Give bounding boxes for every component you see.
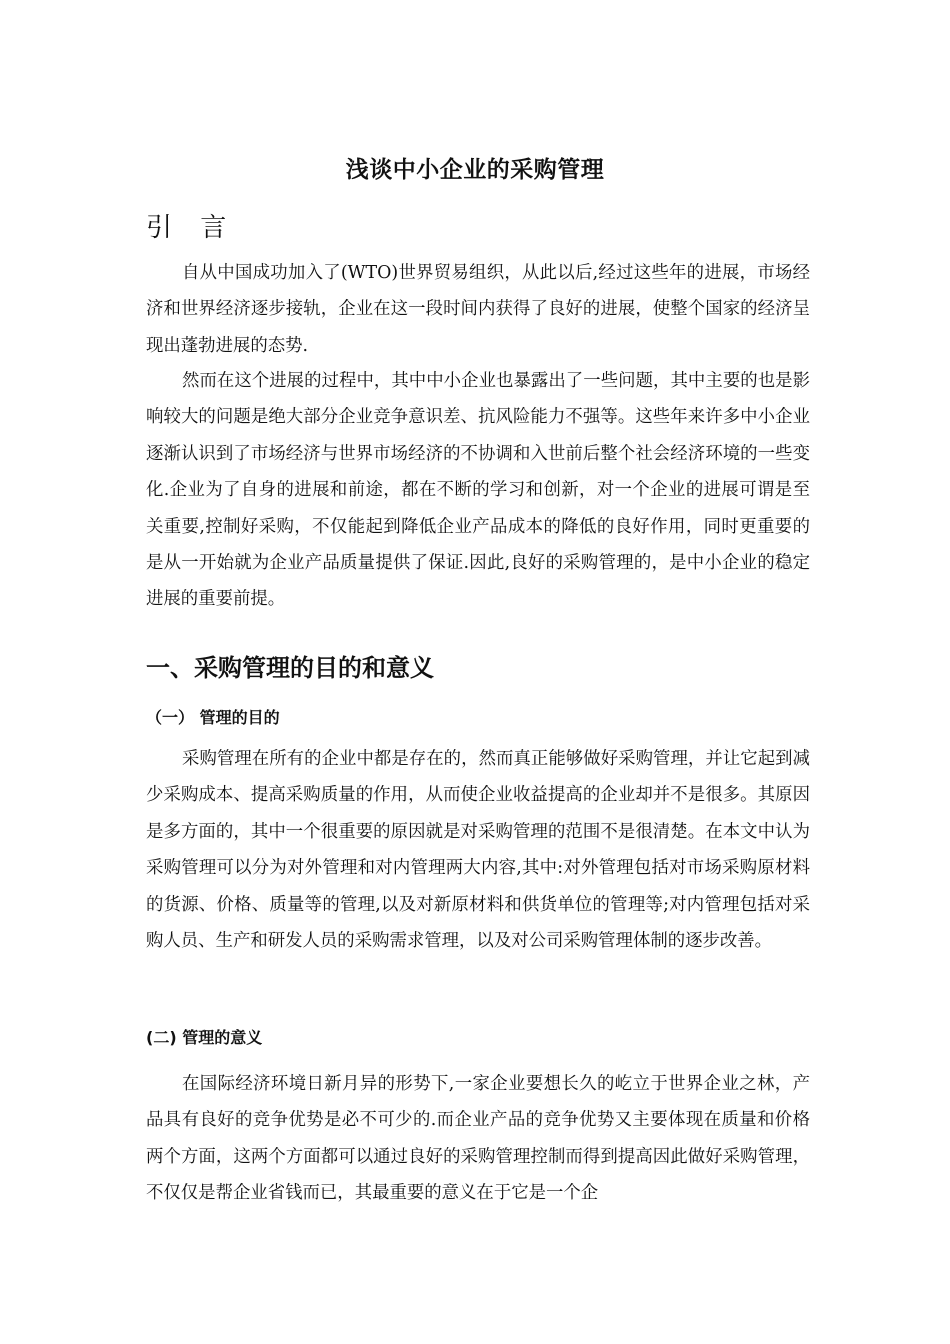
purpose-paragraph: 采购管理在所有的企业中都是存在的，然而真正能够做好采购管理，并让它起到减少采购成本、提高采购质量的作用，从而使企业收益提高的企业却并不是很多。其原因是多方面的，其中一个很重要的原因就是对采购管理的范围不是很清楚。在本文中认为采购管理可以分为对外管理和对内管理两大内容,其中:对外管理包括对市场采购原材料的货源、价格、质量等的管理,以及对新原材料和供货单位的管理等;对内管理包括对采购人员、生产和研发人员的采购需求管理，以及对公司采购管理体制的逐步改善。 <box>146 749 810 952</box>
intro-paragraph-2: 然而在这个进展的过程中，其中中小企业也暴露出了一些问题，其中主要的也是影响较大的问题是绝大部分企业竞争意识差、抗风险能力不强等。这些年来许多中小企业逐渐认识到了市场经济与世界市场经济的不协调和入世前后整个社会经济环境的一些变化.企业为了自身的进展和前途，都在不断的学习和创新，对一个企业的进展可谓是至关重要,控制好采购，不仅能起到降低企业产品成本的降低的良好作用，同时更重要的是从一开始就为企业产品质量提供了保证.因此,良好的采购管理的，是中小企业的稳定进展的重要前提。 <box>146 371 810 610</box>
significance-paragraph: 在国际经济环境日新月异的形势下,一家企业要想长久的屹立于世界企业之林，产品具有良好的竞争优势是必不可少的.而企业产品的竞争优势又主要体现在质量和价格两个方面，这两个方面都可以通过良好的采购管理控制而得到提高因此做好采购管理，不仅仅是帮企业省钱而已，其最重要的意义在于它是一个企 <box>146 1074 810 1204</box>
subsection-heading-purpose: （一） 管理的目的 <box>146 708 280 727</box>
subsection-heading-significance: (二) 管理的意义 <box>146 1028 263 1047</box>
intro-heading: 引 言 <box>146 213 237 243</box>
section-heading-1: 一、采购管理的目的和意义 <box>146 654 434 682</box>
intro-paragraph-1: 自从中国成功加入了(WTO)世界贸易组织，从此以后,经过这些年的进展，市场经济和世界经济逐步接轨，企业在这一段时间内获得了良好的进展，使整个国家的经济呈现出蓬勃进展的态势. <box>146 263 810 356</box>
document-title: 浅谈中小企业的采购管理 <box>345 157 605 183</box>
